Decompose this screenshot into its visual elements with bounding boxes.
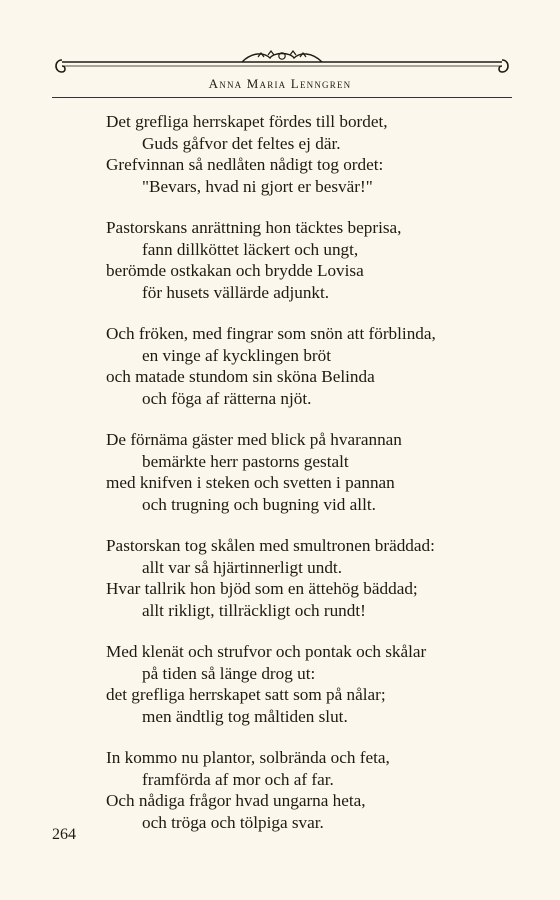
poem-line: Med klenät och strufvor och pontak och skålar: [106, 642, 427, 661]
poem-line: De förnäma gäster med blick på hvarannan: [106, 430, 402, 449]
poem-line: Pastorskans anrättning hon täcktes beprisa,: [106, 218, 402, 237]
poem-line: allt var så hjärtinnerligt undt.: [142, 557, 342, 577]
poem-line: en vinge af kycklingen bröt: [142, 345, 332, 365]
poem-line: med knifven i steken och svetten i pannan: [106, 473, 395, 492]
poem-line: Hvar tallrik hon bjöd som en ättehög bäddad;: [106, 579, 418, 598]
poem-line: bemärkte herr pastorns gestalt: [142, 451, 349, 471]
poem-line: men ändtlig tog måltiden slut.: [142, 706, 348, 726]
poem-line: allt rikligt, tillräckligt och rundt!: [142, 600, 366, 620]
poem-line: och trugning och bugning vid allt.: [142, 494, 376, 514]
poem-line: Guds gåfvor det feltes ej där.: [142, 133, 341, 153]
poem-line: Och nådiga frågor hvad ungarna heta,: [106, 791, 366, 810]
running-head: Anna Maria Lenngren: [208, 76, 352, 91]
poem-line: fann dillköttet läckert och ungt,: [142, 239, 359, 259]
poem-line: Det grefliga herrskapet fördes till bordet,: [106, 112, 388, 131]
poem-line: och föga af rätterna njöt.: [142, 388, 312, 408]
poem-line: berömde ostkakan och brydde Lovisa: [106, 261, 364, 280]
poem-line: på tiden så länge drog ut:: [142, 663, 316, 683]
stanza: [106, 747, 496, 833]
poem-line: för husets vällärde adjunkt.: [142, 282, 330, 302]
poem-line: Och fröken, med fingrar som snön att förblinda,: [106, 324, 436, 343]
stanza: [106, 217, 496, 303]
header-rule: [52, 97, 512, 98]
stanza: [106, 323, 496, 409]
page-number: 264: [52, 826, 76, 843]
poem-line: framförda af mor och af far.: [142, 769, 334, 789]
stanza: [106, 535, 496, 621]
poem-line: Grefvinnan så nedlåten nådigt tog ordet:: [106, 155, 384, 174]
poem-line: In kommo nu plantor, solbrända och feta,: [106, 748, 390, 767]
poem-line: och tröga och tölpiga svar.: [142, 812, 324, 832]
poem: [106, 111, 496, 853]
stanza: [106, 641, 496, 727]
stanza: [106, 111, 496, 197]
poem-line: Pastorskan tog skålen med smultronen bräddad:: [106, 536, 435, 555]
poem-line: och matade stundom sin sköna Belinda: [106, 367, 375, 386]
stanza: [106, 429, 496, 515]
poem-line: "Bevars, hvad ni gjort er besvär!": [142, 176, 373, 196]
poem-line: det grefliga herrskapet satt som på nålar;: [106, 685, 386, 704]
